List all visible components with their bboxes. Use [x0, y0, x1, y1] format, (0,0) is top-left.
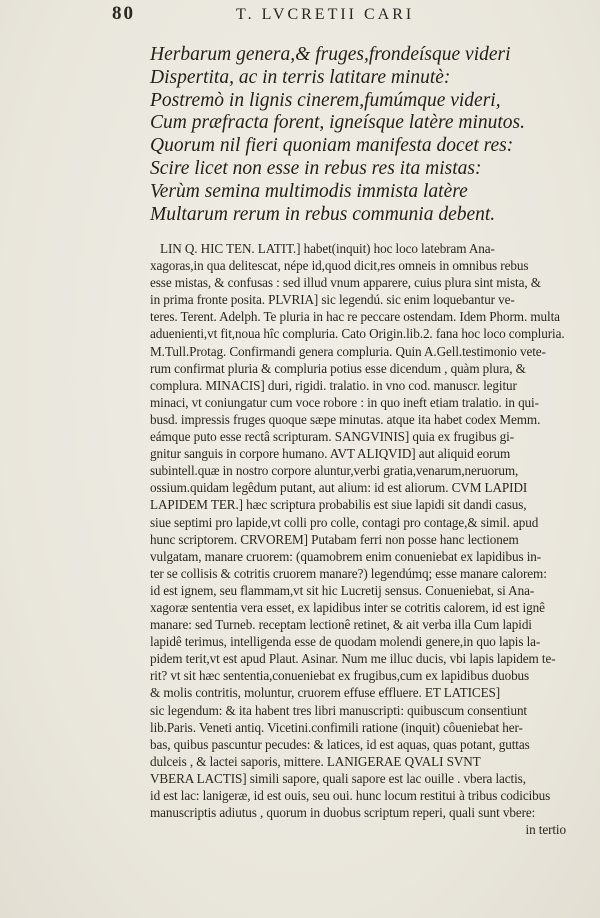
verse-line: Multarum rerum in rebus communia debent. [150, 203, 496, 225]
commentary-line: ossium.quidam legêdum putant, aut alium: id est aliorum. CVM LAPIDI [150, 480, 528, 496]
commentary-line: & molis contritis, moluntur, cruorem effuse effluere. ET LATICES] [150, 685, 501, 701]
verse-line: Cum præfracta forent, igneísque latère minutos. [150, 112, 525, 134]
commentary-line: complura. MINACIS] duri, rigidi. tralatio. in vno cod. manuscr. legitur [150, 377, 517, 393]
commentary-line: M.Tull.Protag. Confirmandi genera compluria. Quin A.Gell.testimonio vete- [150, 343, 546, 359]
commentary-block [150, 240, 570, 838]
verse-line: Dispertita, ac in terris latitare minutè: [150, 66, 451, 88]
commentary-line: rum confirmat pluria & compluria potius esse dicendum , quàm plura, & [150, 360, 526, 376]
catchword: in tertio [525, 822, 566, 838]
commentary-line: dulceis , & lactei saporis, mittere. LANIGERAE QVALI SVNT [150, 753, 481, 769]
commentary-line: rit? vt sit hæc sententia,conueniebat ex frugibus,cum ex lapidibus duobus [150, 668, 530, 684]
commentary-line: manare: sed Turneb. receptam lectionê retinet, & ait verba illa Cum lapidi [150, 617, 532, 633]
commentary-line: gnitur sanguis in corpore humano. AVT ALIQVID] aut aliquid eorum [150, 446, 511, 462]
commentary-line: id est lac: lanigeræ, id est ouis, seu oui. hunc locum restitui à tribus codicibus [150, 788, 551, 803]
commentary-line: busd. impressis fruges quoque sæpe minutas. atque ita habet codex Memm. [150, 411, 541, 427]
page-number: 80 [112, 3, 135, 24]
commentary-line: in prima fronte posita. PLVRIA] sic legendú. sic enim loquebantur ve- [150, 292, 515, 308]
commentary-line: LIN Q. HIC TEN. LATIT.] habet(inquit) hoc loco latebram Ana- [160, 241, 495, 256]
commentary-line: id est ignem, seu flammam,vt sit hic Lucretij sensus. Conueniebat, si Ana- [150, 582, 535, 598]
commentary-line: xagoras,in qua delitescat, népe id,quod dicit,res omneis in omnibus rebus [150, 258, 529, 274]
commentary-line: VBERA LACTIS] simili sapore, quali sapore est lac ouille . vbera lactis, [150, 770, 526, 786]
commentary-line: siue septimi pro lapide,vt colli pro colle, contagi pro contage,& simil. apud [150, 514, 539, 530]
commentary-line: eámque puto esse rectâ scripturam. SANGVINIS] quia ex frugibus gi- [150, 429, 515, 445]
commentary-line: lib.Paris. Veneti antiq. Vicetini.confimili ratione (inquit) côueniebat her- [150, 719, 523, 735]
commentary-line: esse mistas, & confusas : sed illud vnum apparere, cuius plura sint mista, & [150, 275, 541, 291]
commentary-line: aduenienti,vt fit,noua hîc compluria. Cato Origin.lib.2. fana hoc loco compluria. [150, 326, 565, 342]
verse-line: Postremò in lignis cinerem,fumúmque videri, [150, 89, 501, 111]
commentary-line: vulgatam, manare cruorem: (quamobrem enim conueniebat ex lapidibus in- [150, 548, 542, 564]
page-header [112, 3, 472, 27]
commentary-line: subintell.quæ in nostro corpore aluntur,verbi gratia,venarum,neruorum, [150, 463, 519, 479]
verse-line: Verùm semina multimodis immista latère [150, 180, 468, 202]
verse-line: Herbarum genera,& fruges,frondeísque videri [150, 44, 511, 65]
commentary-line: bas, quibus pascuntur pecudes: & latices, id est aquas, quas potant, guttas [150, 736, 530, 752]
commentary-line: xagoræ sententia vera esset, ex lapidibus inter se cotritis calorem, id est ignê [150, 599, 545, 615]
running-title: T. LVCRETII CARI [236, 6, 415, 23]
commentary-line: LAPIDEM TER.] hæc scriptura probabilis est siue lapidi sit dandi casus, [150, 497, 527, 513]
verse-block [150, 44, 525, 226]
commentary-line: ter se collisis & cotritis cruorem manare?) legendúmq; esse manare calorem: [150, 565, 547, 581]
commentary-line: teres. Terent. Adelph. Te pluria in hac re peccare ostendam. Idem Phorm. multa [150, 309, 560, 325]
verse-line: Scire licet non esse in rebus res ita mistas: [150, 157, 482, 179]
commentary-line: minaci, vt coniungatur cum voce robore : in quo ineft etiam tralatio. in qui- [150, 394, 539, 410]
commentary-line: lapidê terimus, intelligenda esse de quodam molendi genere,in quo lapis la- [150, 634, 541, 650]
commentary-line: manuscriptis adiutus , quorum in duobus scriptum reperi, quali sunt vbere: [150, 805, 536, 821]
commentary-line: sic legendum: & ita habent tres libri manuscripti: quibuscum consentiunt [150, 702, 527, 718]
commentary-line: hunc scriptorem. CRVOREM] Putabam ferri non posse hanc lectionem [150, 531, 519, 547]
commentary-line: pidem terit,vt est apud Plaut. Asinar. Num me illuc ducis, vbi lapis lapidem te- [150, 651, 556, 667]
verse-line: Quorum nil fieri quoniam manifesta docet res: [150, 135, 514, 157]
